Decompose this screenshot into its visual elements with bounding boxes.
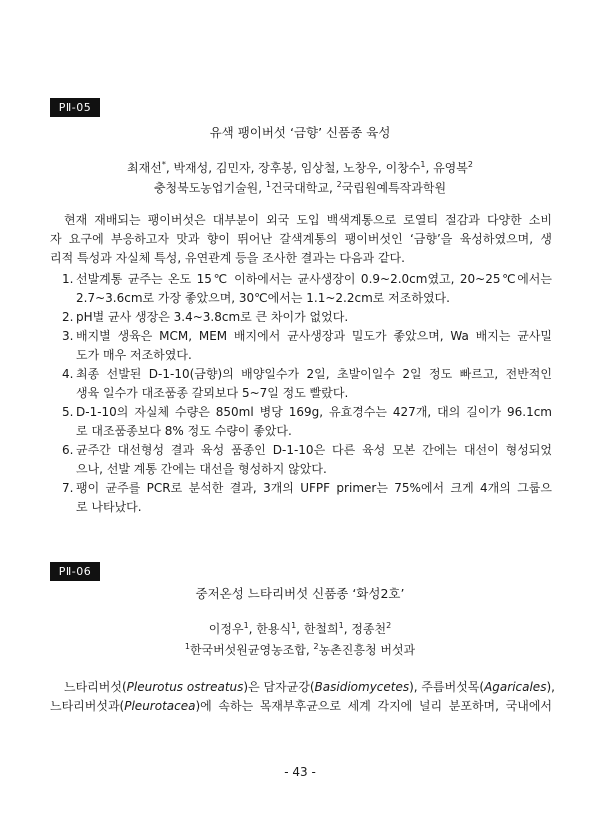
paragraph-line: 현재 재배되는 팽이버섯은 대부분이 외국 도입 백색계통으로 로열티 절감과 다양한 소비 [64, 213, 552, 227]
section-title: 중저온성 느타리버섯 신품종 ‘화성2호’ [195, 586, 405, 601]
list-item-line: 도가 매우 저조하였다. [76, 348, 192, 362]
paragraph-line: 느타리버섯과(Pleurotacea)에 속하는 목재부후균으로 세계 각지에 널리 분포하며, 국내에서 [50, 699, 552, 713]
author-list: 최재선*, 박재성, 김민자, 장후봉, 임상철, 노창우, 이창수$^1$, 유영복$^2$ [127, 160, 473, 175]
author-name: 노창우 [343, 161, 378, 175]
affiliation-name: 농촌진흥청 버섯과 [318, 643, 416, 657]
affiliation-name: 한국버섯원균영농조합 [189, 643, 306, 657]
author-superscript: 2 [386, 621, 392, 630]
list-item [50, 308, 552, 327]
list-item-line: D-1-10의 자실체 수량은 850ml 병당 169g, 유효경수는 427개, 대의 길이가 96.1cm [76, 405, 552, 419]
list-item [50, 441, 552, 479]
list-item-line: 로 대조품종보다 8% 정도 수량이 좋았다. [76, 424, 292, 438]
author-name: 장후봉 [258, 161, 294, 175]
list-item-number: 7. [62, 481, 74, 495]
scientific-name: Pleurotacea [124, 699, 196, 713]
author-name: 최재선 [127, 161, 162, 175]
list-item-number: 5. [62, 405, 74, 419]
list-item [50, 479, 552, 517]
author-name: 임상철 [300, 161, 336, 175]
list-item [50, 403, 552, 441]
author-list: 이정우$^1$, 한용식$^1$, 한철희$^1$, 정종천$^2$ [208, 621, 392, 636]
section-badge: PⅡ-05 [50, 98, 100, 117]
author-superscript: 1 [420, 160, 426, 169]
list-item-number: 4. [62, 367, 74, 381]
list-item-number: 1. [62, 272, 74, 286]
list-item [50, 270, 552, 308]
list-item-line: 2.7~3.6cm로 가장 좋았으며, 30℃에서는 1.1~2.2cm로 저조하였다. [76, 291, 450, 305]
author-superscript: 1 [243, 621, 249, 630]
list-item-line: 생육 일수가 대조품종 갈뫼보다 5~7일 정도 빨랐다. [76, 386, 349, 400]
affiliation-list: 충청북도농업기술원, $^1$건국대학교, $^2$국립원예특작과학원 [153, 180, 447, 195]
author-name: 한철희 [303, 622, 339, 636]
affiliation-name: 국립원예특작과학원 [341, 181, 447, 195]
section-badge: PⅡ-06 [50, 562, 100, 581]
scientific-name: Agaricales [484, 680, 547, 694]
section-title: 유색 팽이버섯 ‘금향’ 신품종 육성 [209, 125, 391, 140]
paragraph-line: 느타리버섯(Pleurotus ostreatus)은 담자균강(Basidiomycetes), 주름버섯목(Agaricales), [64, 680, 555, 694]
paragraph-line: 자 요구에 부응하고자 맛과 향이 뛰어난 갈색계통의 팽이버섯인 ‘금향’을 육성하였으며, 생 [50, 232, 552, 246]
list-item [50, 365, 552, 403]
list-item [50, 327, 552, 365]
author-name: 유영복 [433, 161, 468, 175]
affiliation-superscript: 2 [336, 180, 342, 189]
intro-paragraph [50, 678, 555, 716]
affiliation-superscript: 1 [265, 180, 272, 189]
list-item-line: 로 나타났다. [76, 500, 142, 514]
paragraph-line: 리적 특성과 자실체 특성, 유연관계 등을 조사한 결과는 다음과 같다. [50, 251, 405, 265]
list-item-line: 배지별 생육은 MCM, MEM 배지에서 균사생장과 밀도가 좋았으며, Wa 배지는 균사밀 [76, 329, 552, 343]
affiliation-superscript: 1 [184, 642, 190, 651]
affiliation-name: 건국대학교 [271, 181, 329, 195]
scientific-name: Pleurotus ostreatus [126, 680, 244, 694]
intro-paragraph [50, 211, 552, 268]
list-item-line: pH별 균사 생장은 3.4~3.8cm로 큰 차이가 없었다. [76, 310, 349, 324]
author-name: 박재성 [173, 161, 209, 175]
list-item-line: 균주간 대선형성 결과 육성 품종인 D-1-10은 다른 육성 모본 간에는 대선이 형성되었 [76, 443, 552, 457]
author-name: 이창수 [385, 161, 421, 175]
page-number: - 43 - [284, 765, 316, 779]
list-item-number: 2. [62, 310, 74, 324]
author-superscript: 1 [338, 621, 344, 630]
scientific-name: Basidiomycetes [314, 680, 410, 694]
author-superscript: 1 [291, 621, 297, 630]
list-item-line: 선발계통 균주는 온도 15℃ 이하에서는 균사생장이 0.9~2.0cm였고, 20~25℃에서는 [76, 272, 552, 286]
author-name: 김민자 [215, 161, 251, 175]
result-list [50, 270, 552, 517]
author-superscript: 2 [467, 160, 473, 169]
affiliation-name: 충청북도농업기술원 [153, 181, 259, 195]
author-superscript: * [161, 160, 166, 169]
affiliation-superscript: 2 [313, 642, 319, 651]
list-item-line: 최종 선발된 D-1-10(금향)의 배양일수가 2일, 초발이일수 2일 정도 빠르고, 전반적인 [76, 367, 552, 381]
list-item-line: 으나, 선발 계통 간에는 대선을 형성하지 않았다. [76, 462, 327, 476]
affiliation-list: $^1$한국버섯원균영농조합, $^2$농촌진흥청 버섯과 [184, 642, 416, 657]
list-item-number: 3. [62, 329, 74, 343]
author-name: 이정우 [208, 622, 244, 636]
list-item-line: 팽이 균주를 PCR로 분석한 결과, 3개의 UFPF primer는 75%에서 크게 4개의 그룹으 [76, 481, 552, 495]
list-item-number: 6. [62, 443, 74, 457]
author-name: 한용식 [256, 622, 292, 636]
author-name: 정종천 [351, 622, 387, 636]
